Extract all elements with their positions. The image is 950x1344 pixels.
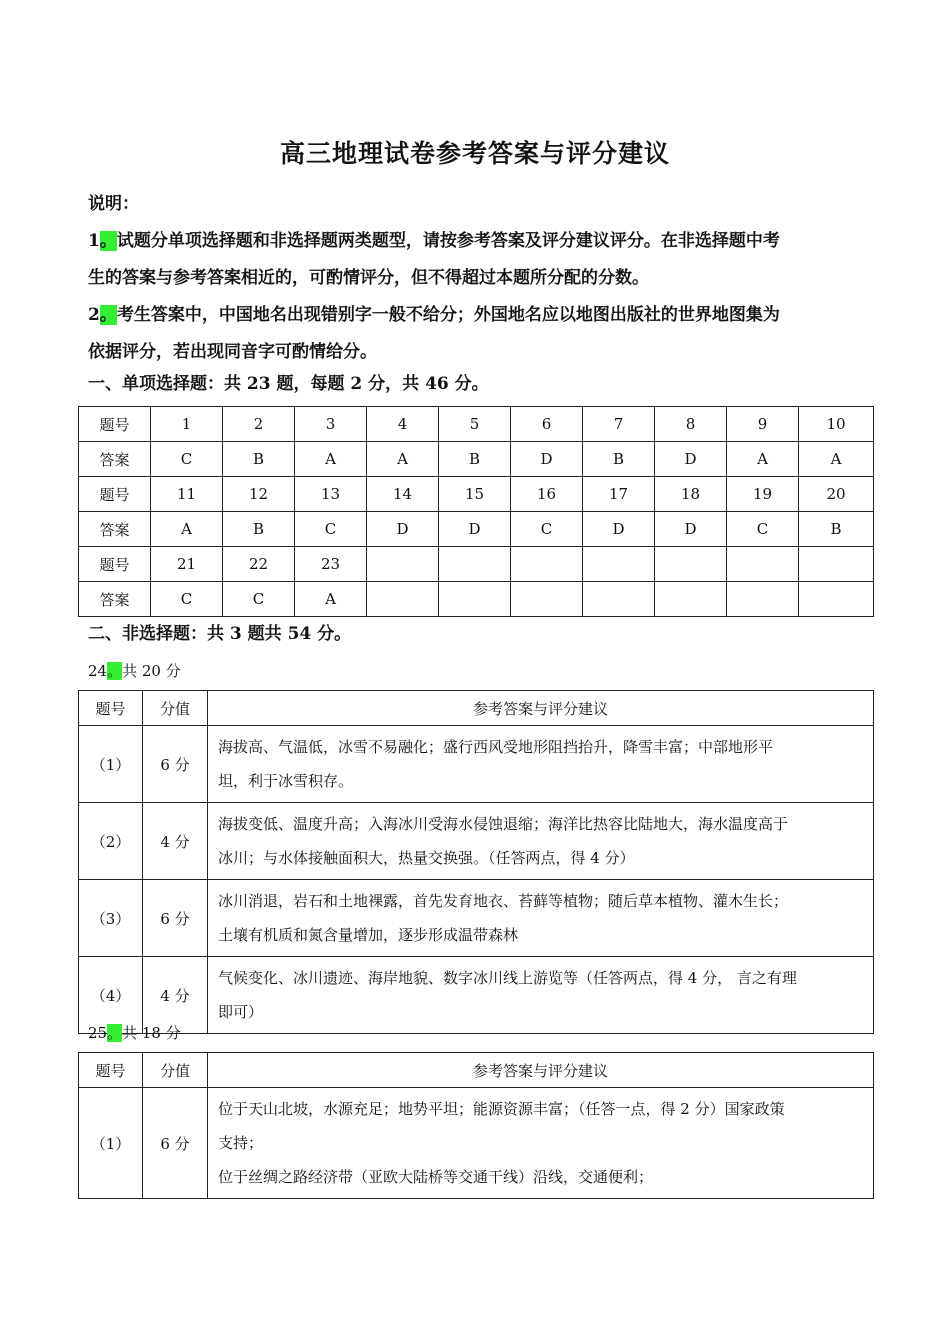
mc-cell-question-number: 6 [511,407,583,442]
q24-header-row [79,691,874,726]
q24-table [78,690,874,1034]
q24-highlight: 。 [107,662,123,680]
mc-row-label: 答案 [79,512,151,547]
mc-cell-question-number: 20 [799,477,874,512]
mc-row-answer [79,442,874,477]
q24-row [79,726,874,803]
mc-row-answer [79,512,874,547]
q24-answer-line: 海拔变低、温度升高；入海冰川受海水侵蚀退缩；海洋比热容比陆地大，海水温度高于 [218,815,789,833]
q25-label [88,1022,181,1043]
mc-cell-answer: D [367,512,439,547]
mc-cell-question-number: 8 [655,407,727,442]
mc-cell-question-number: 13 [295,477,367,512]
notes-block [88,186,868,371]
mc-row-label: 答案 [79,442,151,477]
q24-row [79,803,874,880]
q24-row-score: 4 分 [143,803,208,880]
q25-answer-line: 位于天山北坡，水源充足；地势平坦；能源资源丰富；（任答一点，得 2 分）国家政策 [218,1100,785,1118]
q24-answer-line: 海拔高、气温低，冰雪不易融化；盛行西风受地形阻挡抬升，降雪丰富；中部地形平 [218,738,774,756]
document-title: 高三地理试卷参考答案与评分建议 [279,139,670,168]
note-1-line-2: 生的答案与参考答案相近的，可酌情评分，但不得超过本题所分配的分数。 [88,268,649,288]
mc-cell-question-number: 3 [295,407,367,442]
q24-row-answer [208,880,874,957]
note-1-number: 1 [88,231,100,251]
mc-cell-question-number: 11 [151,477,223,512]
note-1-highlight: 。 [99,231,117,251]
mc-cell-question-number: 7 [583,407,655,442]
q24-row-number: （2） [79,803,143,880]
mc-row-answer [79,582,874,617]
mc-cell-answer: C [151,582,223,617]
q24-row [79,880,874,957]
note-1-line-1 [88,223,868,260]
mc-cell-answer: B [799,512,874,547]
mc-cell-answer: D [583,512,655,547]
mc-cell-question-number: 1 [151,407,223,442]
mc-cell-question-number: 5 [439,407,511,442]
mc-cell-answer: B [583,442,655,477]
mc-cell-question-number: 14 [367,477,439,512]
mc-cell-question-number [439,547,511,582]
q24-label [88,660,181,681]
mc-cell-answer: A [295,442,367,477]
q24-answer-line: 即可） [218,1003,264,1021]
q24-answer-line: 坦，利于冰雪积存。 [218,772,354,790]
mc-answer-table [78,406,874,617]
mc-cell-question-number: 19 [727,477,799,512]
q25-row-answer [208,1088,874,1199]
q25-row [79,1088,874,1199]
q25-answer-line: 位于丝绸之路经济带（亚欧大陆桥等交通干线）沿线，交通便利； [218,1168,654,1186]
q24-row-number: （3） [79,880,143,957]
mc-cell-answer: C [295,512,367,547]
mc-row-question-number [79,547,874,582]
mc-row-label: 题号 [79,477,151,512]
q25-header-cell: 分值 [143,1053,208,1088]
mc-cell-question-number [655,547,727,582]
mc-cell-question-number: 12 [223,477,295,512]
mc-cell-question-number: 22 [223,547,295,582]
mc-cell-answer: D [655,512,727,547]
notes-heading: 说明： [88,194,139,214]
mc-cell-answer [367,582,439,617]
q24-row-score: 6 分 [143,880,208,957]
q24-answer-line: 冰川；与水体接触面积大，热量交换强。（任答两点，得 4 分） [218,849,635,867]
mc-cell-answer: B [223,512,295,547]
mc-cell-answer [511,582,583,617]
q24-row-number: （1） [79,726,143,803]
mc-cell-question-number: 4 [367,407,439,442]
q24-row [79,957,874,1034]
mc-cell-question-number [583,547,655,582]
mc-cell-question-number: 17 [583,477,655,512]
mc-cell-question-number: 10 [799,407,874,442]
mc-cell-question-number: 21 [151,547,223,582]
mc-cell-question-number: 15 [439,477,511,512]
mc-cell-answer: B [223,442,295,477]
q24-answer-line: 土壤有机质和氮含量增加，逐步形成温带森林 [218,926,519,944]
mc-row-label: 答案 [79,582,151,617]
q25-header-row [79,1053,874,1088]
mc-cell-answer: D [655,442,727,477]
mc-cell-answer [799,582,874,617]
mc-cell-answer: D [439,512,511,547]
mc-cell-answer: A [799,442,874,477]
q24-number: 24 [88,662,108,680]
mc-cell-question-number: 18 [655,477,727,512]
note-2-text: 考生答案中，中国地名出现错别字一般不给分；外国地名应以地图出版社的世界地图集为 [116,305,780,325]
mc-cell-answer: C [511,512,583,547]
q25-header-cell: 题号 [79,1053,143,1088]
q24-row-score: 4 分 [143,957,208,1034]
mc-cell-answer: C [151,442,223,477]
mc-cell-question-number: 16 [511,477,583,512]
mc-cell-question-number [511,547,583,582]
mc-cell-answer: D [511,442,583,477]
mc-row-label: 题号 [79,547,151,582]
q24-answer-line: 气候变化、冰川遗迹、海岸地貌、数字冰川线上游览等（任答两点，得 4 分， 言之有理 [218,969,797,987]
note-2-line-1 [88,297,868,334]
q25-header-cell: 参考答案与评分建议 [208,1053,874,1088]
q24-row-score: 6 分 [143,726,208,803]
q24-row-answer [208,803,874,880]
mc-cell-answer: A [727,442,799,477]
q25-highlight: 。 [107,1024,123,1042]
mc-cell-question-number: 2 [223,407,295,442]
q24-total: 共 20 分 [122,662,181,680]
mc-cell-question-number: 23 [295,547,367,582]
section1-heading: 一、单项选择题：共 23 题，每题 2 分，共 46 分。 [88,374,489,394]
note-1-text: 试题分单项选择题和非选择题两类题型，请按参考答案及评分建议评分。在非选择题中考 [116,231,780,251]
mc-cell-answer: A [151,512,223,547]
mc-cell-answer [655,582,727,617]
q25-row-score: 6 分 [143,1088,208,1199]
q24-header-cell: 题号 [79,691,143,726]
q25-answer-line: 支持； [218,1134,264,1152]
mc-cell-answer [583,582,655,617]
mc-cell-answer: B [439,442,511,477]
q25-number: 25 [88,1024,108,1042]
mc-cell-question-number [799,547,874,582]
q24-row-answer [208,957,874,1034]
q24-row-answer [208,726,874,803]
q24-header-cell: 分值 [143,691,208,726]
section1-heading-wrap [88,366,868,403]
q24-row-number: （4） [79,957,143,1034]
mc-row-question-number [79,407,874,442]
q24-header-cell: 参考答案与评分建议 [208,691,874,726]
section2-heading-wrap [88,616,868,653]
note-2-line-2: 依据评分，若出现同音字可酌情给分。 [88,342,377,362]
mc-cell-question-number [727,547,799,582]
note-2-number: 2 [88,305,100,325]
mc-cell-answer: A [295,582,367,617]
mc-cell-question-number: 9 [727,407,799,442]
mc-cell-answer: A [367,442,439,477]
mc-row-question-number [79,477,874,512]
mc-cell-answer: C [727,512,799,547]
mc-cell-answer [439,582,511,617]
q25-table [78,1052,874,1199]
q24-answer-line: 冰川消退，岩石和土地裸露，首先发育地衣、苔藓等植物；随后草本植物、灌木生长； [218,892,789,910]
mc-cell-answer [727,582,799,617]
mc-cell-answer: C [223,582,295,617]
q25-row-number: （1） [79,1088,143,1199]
section2-heading: 二、非选择题：共 3 题共 54 分。 [88,624,352,644]
note-2-highlight: 。 [99,305,117,325]
q25-total: 共 18 分 [122,1024,181,1042]
mc-cell-question-number [367,547,439,582]
mc-row-label: 题号 [79,407,151,442]
